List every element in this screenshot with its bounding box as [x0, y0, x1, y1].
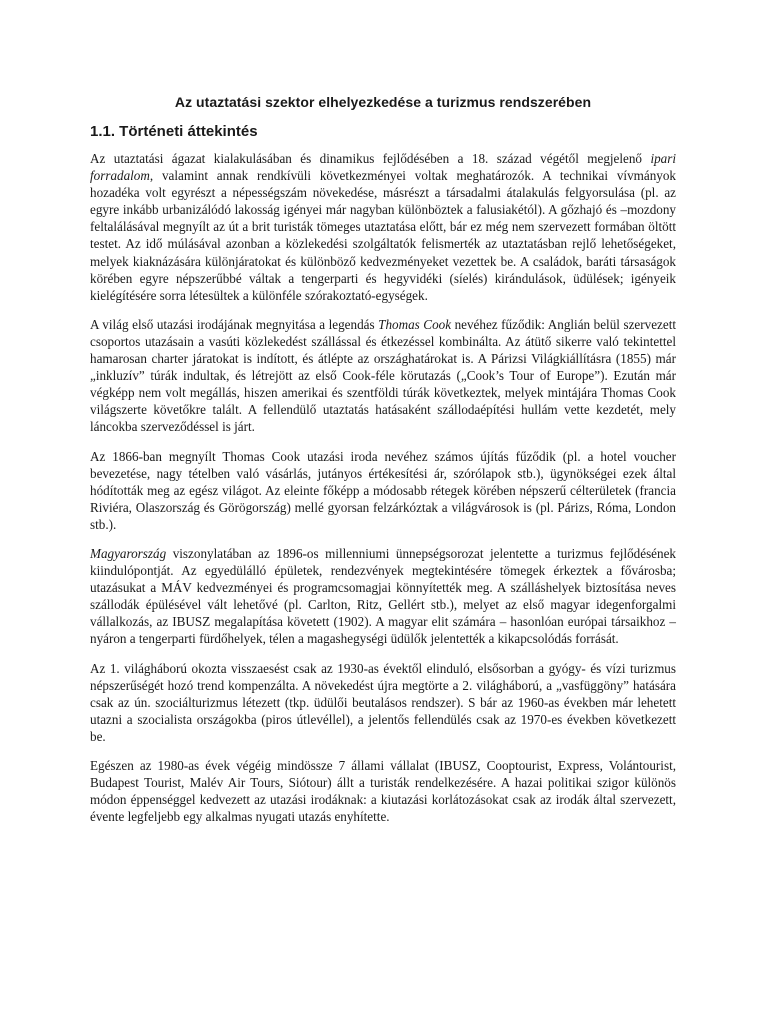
paragraph-1-italic-ipari-forradalom: ipari forradalom	[90, 151, 676, 184]
paragraph-2-italic-thomas-cook: Thomas Cook	[378, 316, 452, 332]
paragraph-2-run-1: A világ első utazási irodájának megnyitása a legendás	[90, 316, 379, 332]
paragraph-3-run-1: Az 1866-ban megnyílt Thomas Cook utazási iroda nevéhez számos újítás fűződik (pl. a hotel voucher bevezetése, nagy tételben való vásárlás, jutányos értékesítési ár, szórólapok stb.), ügynökségei ezek által hódították meg az egész világot. Az eleinte főképp a módosabb rétegek körében népszerű célterületek (francia Riviéra, Olaszország és Görögország) mellé gyorsan felzárkóztak a világvárosok is (pl. Párizs, Róma, London stb.).	[90, 448, 676, 532]
section-heading: 1.1. Történeti áttekintés	[90, 123, 258, 140]
paragraph-1	[90, 150, 676, 304]
paragraph-6-run-1: Egészen az 1980-as évek végéig mindössze 7 állami vállalat (IBUSZ, Cooptourist, Express, Volántourist, Budapest Tourist, Malév Air Tours, Siótour) állt a turisták rendelkezésére. A hazai politikai szigor különös módon éppenséggel kedvezett az utazási irodáknak: a kiutazási korlátozásokat csak az irodák által szervezett, évente legfeljebb egy alkalmas nyugati utazás enyhítette.	[90, 758, 676, 825]
paragraph-1-run-3: , valamint annak rendkívüli következményei voltak meghatározók. A technikai vívmányok hozadéka volt egyrészt a népességszám növekedése, másrészt a társadalmi átalakulás felgyorsulása (pl. az egyre inkább urbanizálódó lakosság igényei már nagyban különböztek a falusiakétól). A gőzhajó és –mozdony feltalálásával megnyílt az út a brit turisták tömeges utaztatása előtt, bár ez még nem szervezett formában öltött testet. Az idő múlásával azonban a közlekedési szolgáltatók felismerték az utaztatásban rejlő lehetőségeket, melyek kiaknázására különjáratokat és különböző kedvezményeket vezettek be. A családok, baráti társaságok körében egyre népszerűbbé váltak a tengerparti és hegyvidéki (síelés) kirándulások, üdülések; igényeik kielégítésére sorra létesültek a különféle szórakoztató-egységek.	[90, 168, 676, 303]
document-page	[90, 94, 676, 837]
paragraph-4	[90, 545, 676, 648]
paragraph-2-run-3: nevéhez fűződik: Anglián belül szervezett csoportos utazásain a vasúti közlekedést szállással és étkezéssel kombinálta. Az átütő sikerre való tekintettel hamarosan charter járatokat is indított, és átlépte az országhatárokat is. A Párizsi Világkiállításra (1855) már „inkluzív” túrák indultak, és létrejött az első Cook-féle körutazás („Cook’s Tour of Europe”). Ezután már végképp nem volt megállás, hiszen amerikai és szentföldi túrák következtek, melyek mintájára Thomas Cook világszerte követőkre talált. A fellendülő utaztatás hatásaként szállodaépítési hullám vette kezdetét, mely láncokba szerveződéssel is járt.	[90, 316, 676, 435]
paragraph-3	[90, 448, 676, 533]
paragraph-5	[90, 660, 676, 745]
paragraph-1-run-1: Az utaztatási ágazat kialakulásában és dinamikus fejlődésében a 18. század végétől megjelenő	[90, 151, 651, 166]
document-title: Az utaztatási szektor elhelyezkedése a turizmus rendszerében	[174, 94, 592, 110]
paragraph-2	[90, 316, 676, 436]
paragraph-5-run-1: Az 1. világháború okozta visszaesést csak az 1930-as évektől elinduló, elsősorban a gyógy- és vízi turizmus népszerűségét hozó trend kompenzálta. A növekedést újra megtörte a 2. világháború, a „vasfüggöny” hatására csak az ún. szociálturizmus létezett (tkp. üdülői beutalásos rendszer). S bár az 1960-as években már lehetett utazni a szocialista országokba (piros útlevéllel), a jelentős fellendülés csak az 1970-es években következett be.	[90, 660, 676, 744]
paragraph-6	[90, 757, 676, 825]
paragraph-4-run-2: viszonylatában az 1896-os millenniumi ünnepségsorozat jelentette a turizmus fejlődésének kiindulópontját. Az egyedülálló épületek, rendezvények megtekintésére tömegek érkeztek a fővárosba; utazásukat a MÁV kedvezményei és programcsomagjai könnyítették meg. A szálláshelyek biztosítása neves szállodák épülésével vált lehetővé (pl. Carlton, Ritz, Gellért stb.), melyet az első magyar idegenforgalmi vállalkozás, az IBUSZ megalapítása követett (1902). A magyar elit számára – hasonlóan európai társaikhoz – nyáron a tengerparti fürdőhelyek, télen a magashegységi üdülők jelentették a kikapcsolódás forrását.	[90, 545, 676, 647]
paragraph-4-italic-magyarorszag: Magyarország	[90, 545, 167, 561]
